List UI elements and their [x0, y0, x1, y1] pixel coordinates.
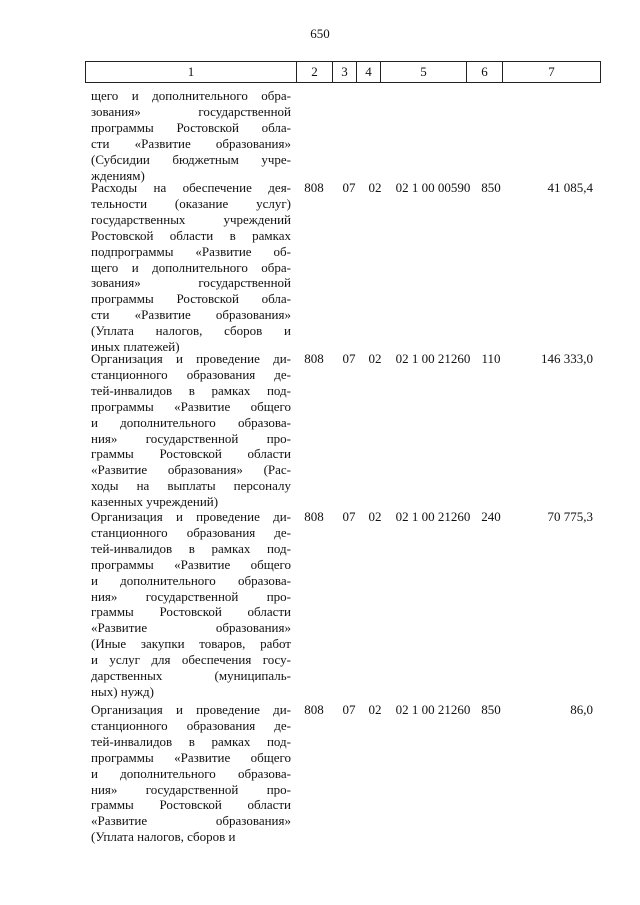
description-line: ния» государственной про- — [91, 781, 291, 797]
budget-table — [85, 61, 601, 845]
description-line: тей-инвалидов в рамках под- — [91, 733, 291, 749]
cell-c4: 02 — [368, 180, 382, 195]
description-line: граммы Ростовской области — [91, 446, 291, 462]
cell-c2: 808 — [304, 702, 324, 717]
cell-c2: 808 — [304, 351, 324, 366]
description-line: и услуг для обеспечения госу- — [91, 652, 291, 668]
header-col-6: 6 — [467, 62, 503, 82]
description-line: и дополнительного образова- — [91, 765, 291, 781]
description-line: (Субсидии бюджетным учре- — [91, 151, 291, 167]
description-line: «Развитие образования» (Рас- — [91, 462, 291, 478]
cell-c4: 02 — [368, 702, 382, 717]
description-line: сти «Развитие образования» — [91, 307, 291, 323]
description-line: программы Ростовской обла- — [91, 119, 291, 135]
description-line: (Иные закупки товаров, работ — [91, 636, 291, 652]
row-description — [91, 180, 291, 355]
description-line: зования» государственной — [91, 275, 291, 291]
description-line: щего и дополнительного обра- — [91, 88, 291, 103]
description-line: «Развитие образования» — [91, 620, 291, 636]
cell-c7: 86,0 — [570, 702, 593, 717]
row-description — [91, 702, 291, 845]
description-line: Ростовской области в рамках — [91, 227, 291, 243]
cell-c3: 07 — [342, 351, 356, 366]
row-description — [91, 88, 291, 183]
description-line: тельности (оказание услуг) — [91, 195, 291, 211]
description-line: тей-инвалидов в рамках под- — [91, 382, 291, 398]
cell-c5: 02 1 00 00590 — [395, 180, 471, 195]
header-col-5: 5 — [381, 62, 467, 82]
description-line: станционного образования де- — [91, 717, 291, 733]
description-line: ных) нужд) — [91, 683, 154, 699]
description-line: ждениям) — [91, 167, 145, 183]
cell-c3: 07 — [342, 702, 356, 717]
row-description — [91, 509, 291, 700]
description-line: ходы на выплаты персоналу — [91, 478, 291, 494]
description-line: Организация и проведение ди- — [91, 351, 291, 366]
cell-c6: 850 — [481, 180, 501, 195]
description-line: зования» государственной — [91, 103, 291, 119]
cell-c7: 70 775,3 — [547, 509, 593, 524]
description-line: Организация и проведение ди- — [91, 509, 291, 524]
cell-c2: 808 — [304, 180, 324, 195]
cell-c5: 02 1 00 21260 — [395, 509, 471, 524]
description-line: ния» государственной про- — [91, 588, 291, 604]
header-col-1: 1 — [86, 62, 297, 82]
header-col-7: 7 — [548, 64, 555, 79]
cell-c6: 850 — [481, 702, 501, 717]
description-line: (Уплата налогов, сборов и — [91, 323, 291, 339]
description-line: и дополнительного образова- — [91, 414, 291, 430]
cell-c6: 110 — [481, 351, 501, 366]
cell-c4: 02 — [368, 509, 382, 524]
description-line: Расходы на обеспечение дея- — [91, 180, 291, 195]
description-line: (Уплата налогов, сборов и — [91, 829, 236, 845]
description-line: программы Ростовской обла- — [91, 291, 291, 307]
header-col-3: 3 — [333, 62, 357, 82]
description-line: подпрограммы «Развитие об- — [91, 243, 291, 259]
description-line: иных платежей) — [91, 339, 180, 355]
description-line: граммы Ростовской области — [91, 604, 291, 620]
description-line: программы «Развитие общего — [91, 398, 291, 414]
description-line: казенных учреждений) — [91, 494, 219, 510]
header-col-4: 4 — [357, 62, 381, 82]
row-description — [91, 351, 291, 510]
cell-c5: 02 1 00 21260 — [395, 702, 471, 717]
description-line: щего и дополнительного обра- — [91, 259, 291, 275]
table-header-row — [85, 61, 601, 83]
description-line: программы «Развитие общего — [91, 556, 291, 572]
description-line: граммы Ростовской области — [91, 797, 291, 813]
cell-c6: 240 — [481, 509, 501, 524]
cell-c7: 41 085,4 — [547, 180, 593, 195]
description-line: станционного образования де- — [91, 366, 291, 382]
page-number: 650 — [310, 26, 330, 41]
description-line: станционного образования де- — [91, 524, 291, 540]
header-col-2: 2 — [297, 62, 333, 82]
cell-c5: 02 1 00 21260 — [395, 351, 471, 366]
cell-c3: 07 — [342, 180, 356, 195]
cell-c3: 07 — [342, 509, 356, 524]
description-line: программы «Развитие общего — [91, 749, 291, 765]
cell-c7: 146 333,0 — [541, 351, 593, 366]
description-line: ния» государственной про- — [91, 430, 291, 446]
description-line: сти «Развитие образования» — [91, 135, 291, 151]
description-line: дарственных (муниципаль- — [91, 668, 291, 684]
description-line: Организация и проведение ди- — [91, 702, 291, 717]
description-line: «Развитие образования» — [91, 813, 291, 829]
description-line: государственных учреждений — [91, 211, 291, 227]
description-line: тей-инвалидов в рамках под- — [91, 540, 291, 556]
cell-c4: 02 — [368, 351, 382, 366]
cell-c2: 808 — [304, 509, 324, 524]
description-line: и дополнительного образова- — [91, 572, 291, 588]
